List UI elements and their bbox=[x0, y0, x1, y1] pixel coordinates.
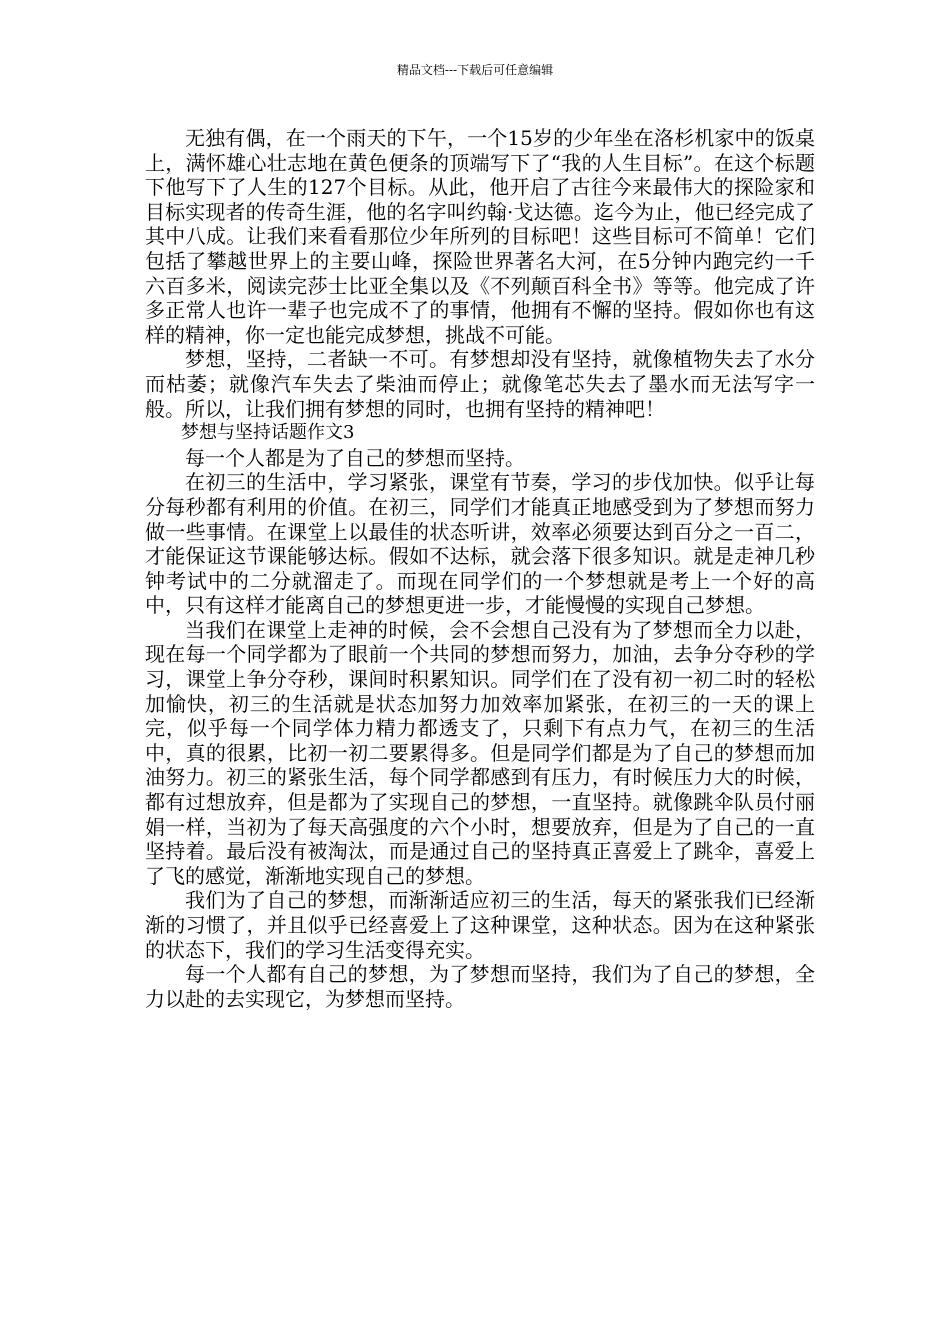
paragraph: 梦想，坚持，二者缺一不可。有梦想却没有坚持，就像植物失去了水分而枯萎；就像汽车失去了柴油而停止；就像笔芯失去了墨水而无法写字一般。所以，让我们拥有梦想的同时，也拥有坚持的精神吧！ bbox=[145, 347, 815, 421]
document-body bbox=[145, 126, 815, 1011]
page-header: 精品文档---下载后可任意编辑 bbox=[396, 63, 554, 77]
paragraph: 当我们在课堂上走神的时候，会不会想自己没有为了梦想而全力以赴，现在每一个同学都为了眼前一个共同的梦想而努力，加油，去争分夺秒的学习，课堂上争分夺秒，课间时积累知识。同学们在了没有初一初二时的轻松加愉快，初三的生活就是状态加努力加效率加紧张，在初三的一天的课上完，似乎每一个同学体力精力都透支了，只剩下有点力气，在初三的生活中，真的很累，比初一初二要累得多。但是同学们都是为了自己的梦想而加油努力。初三的紧张生活，每个同学都感到有压力，有时候压力大的时候，都有过想放弃，但是都为了实现自己的梦想，一直坚持。就像跳伞队员付丽娟一样，当初为了每天高强度的六个小时，想要放弃，但是为了自己的一直坚持着。最后没有被淘汰，而是通过自己的坚持真正喜爱上了跳伞，喜爱上了飞的感觉，渐渐地实现自己的梦想。 bbox=[145, 617, 815, 888]
paragraph: 每一个人都是为了自己的梦想而坚持。 bbox=[185, 445, 525, 470]
paragraph: 每一个人都有自己的梦想，为了梦想而坚持，我们为了自己的梦想，全力以赴的去实现它，为梦想而坚持。 bbox=[145, 962, 815, 1011]
paragraph: 在初三的生活中，学习紧张，课堂有节奏，学习的步伐加快。似乎让每分每秒都有利用的价值。在初三，同学们才能真正地感受到为了梦想而努力做一些事情。在课堂上以最佳的状态听讲，效率必须要达到百分之一百二，才能保证这节课能够达标。假如不达标，就会落下很多知识。就是走神几秒钟考试中的二分就溜走了。而现在同学们的一个梦想就是考上一个好的高中，只有这样才能离自己的梦想更进一步，才能慢慢的实现自己梦想。 bbox=[145, 470, 815, 618]
paragraph: 我们为了自己的梦想，而渐渐适应初三的生活，每天的紧张我们已经渐渐的习惯了，并且似乎已经喜爱上了这种课堂，这种状态。因为在这种紧张的状态下，我们的学习生活变得充实。 bbox=[145, 888, 815, 962]
paragraph: 无独有偶，在一个雨天的下午，一个15岁的少年坐在洛杉机家中的饭桌上，满怀雄心壮志地在黄色便条的顶端写下了“我的人生目标”。在这个标题下他写下了人生的127个目标。从此，他开启了古往今来最伟大的探险家和目标实现者的传奇生涯，他的名字叫约翰·戈达德。迄今为止，他已经完成了其中八成。让我们来看看那位少年所列的目标吧！这些目标可不简单！它们包括了攀越世界上的主要山峰，探险世界著名大河，在5分钟内跑完约一千六百多米，阅读完莎士比亚全集以及《不列颠百科全书》等等。他完成了许多正常人也许一辈子也完成不了的事情，他拥有不懈的坚持。假如你也有这样的精神，你一定也能完成梦想，挑战不可能。 bbox=[145, 126, 815, 347]
section-heading: 梦想与坚持话题作文3 bbox=[181, 422, 355, 444]
